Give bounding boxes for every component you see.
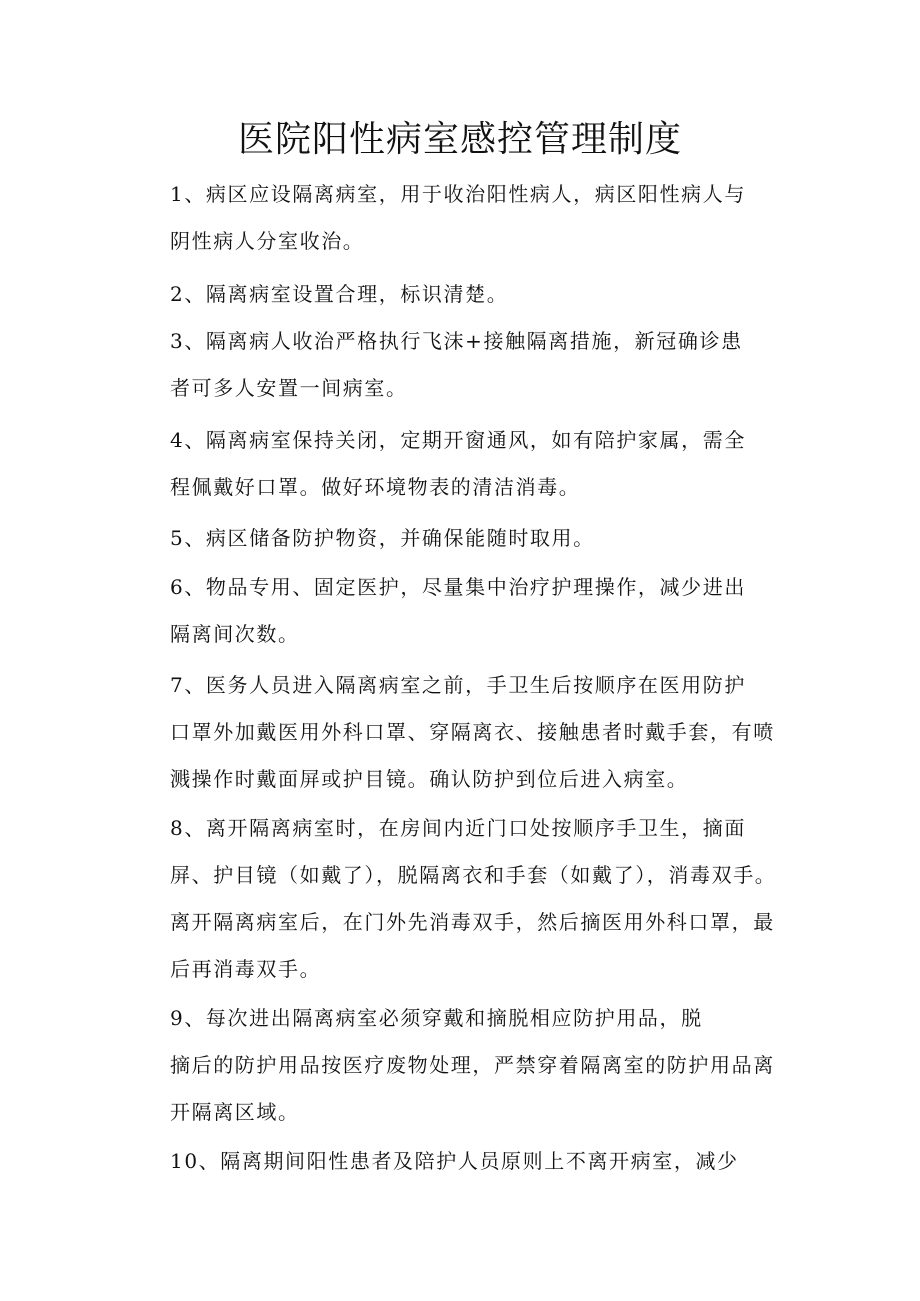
- paragraph-10: [140, 1138, 782, 1185]
- paragraph-line: 程佩戴好口罩。做好环境物表的清洁消毒。: [170, 475, 581, 499]
- paragraph-line: 摘后的防护用品按医疗废物处理，严禁穿着隔离室的防护用品离: [170, 1053, 775, 1077]
- paragraph-line: 10、隔离期间阳性患者及陪护人员原则上不离开病室，减少: [170, 1149, 739, 1173]
- paragraph-9: [140, 995, 782, 1136]
- paragraph-6: [140, 564, 782, 658]
- paragraph-line: 1、病区应设隔离病室，用于收治阳性病人，病区阳性病人与: [170, 182, 746, 206]
- paragraph-line: 口罩外加戴医用外科口罩、穿隔离衣、接触患者时戴手套，有喷: [170, 720, 775, 744]
- paragraph-8: [140, 805, 782, 993]
- paragraph-line: 8、离开隔离病室时，在房间内近门口处按顺序手卫生，摘面: [170, 816, 746, 840]
- paragraph-line: 者可多人安置一间病室。: [170, 376, 408, 400]
- paragraph-1: [140, 171, 782, 265]
- paragraph-line: 离开隔离病室后，在门外先消毒双手，然后摘医用外科口罩，最: [170, 910, 775, 934]
- paragraph-5: [140, 515, 782, 562]
- paragraph-3: [140, 318, 782, 412]
- document-title: 医院阳性病室感控管理制度: [237, 119, 682, 160]
- paragraph-line: 屏、护目镜（如戴了），脱隔离衣和手套（如戴了），消毒双手。: [170, 863, 777, 887]
- paragraph-line: 5、病区储备防护物资，并确保能随时取用。: [170, 526, 595, 550]
- paragraph-7: [140, 662, 782, 803]
- paragraph-4: [140, 417, 782, 511]
- paragraph-line: 7、医务人员进入隔离病室之前，手卫生后按顺序在医用防护: [170, 673, 746, 697]
- paragraph-line: 9、每次进出隔离病室必须穿戴和摘脱相应防护用品，脱: [170, 1006, 703, 1030]
- paragraph-line: 开隔离区域。: [170, 1100, 300, 1124]
- paragraph-line: 隔离间次数。: [170, 622, 300, 646]
- paragraph-line: 后再消毒双手。: [170, 957, 322, 981]
- paragraph-line: 阴性病人分室收治。: [170, 229, 365, 253]
- paragraph-line: 4、隔离病室保持关闭，定期开窗通风，如有陪护家属，需全: [170, 428, 746, 452]
- paragraph-line: 溅操作时戴面屏或护目镜。确认防护到位后进入病室。: [170, 767, 689, 791]
- paragraph-line: 6、物品专用、固定医护，尽量集中治疗护理操作，减少进出: [170, 575, 746, 599]
- paragraph-line: 2、隔离病室设置合理，标识清楚。: [170, 282, 509, 306]
- paragraph-2: [140, 271, 782, 318]
- paragraph-line: 3、隔离病人收治严格执行飞沫+接触隔离措施，新冠确诊患: [170, 329, 743, 353]
